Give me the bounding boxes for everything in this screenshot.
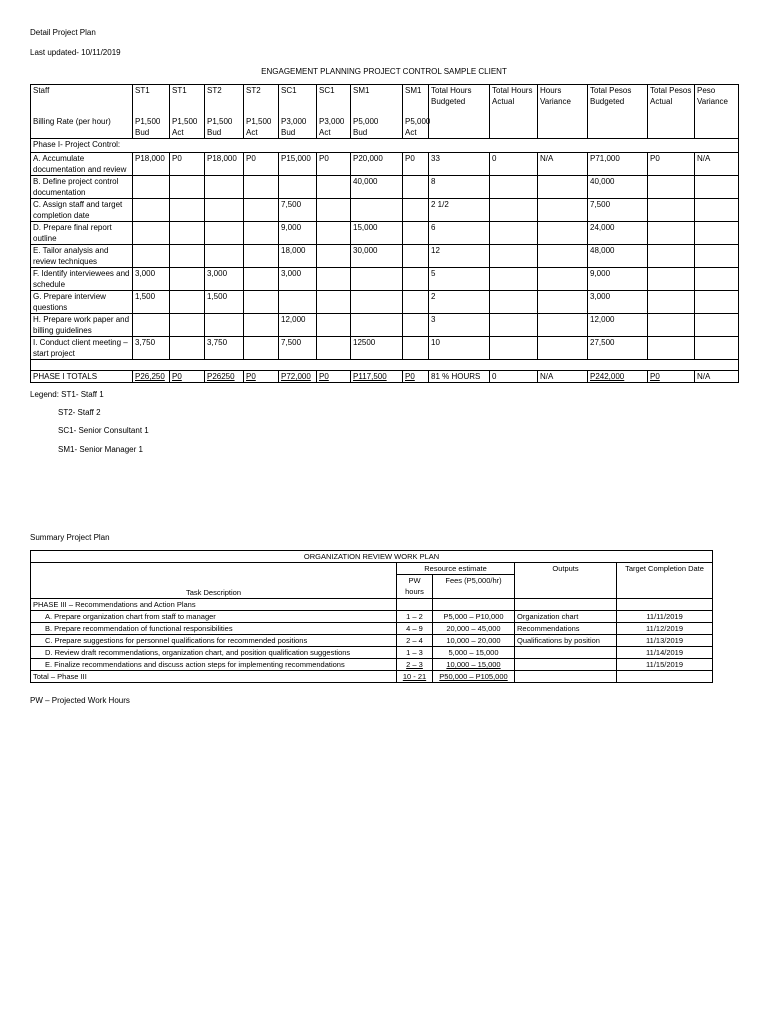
value-cell (170, 245, 205, 268)
value-cell (403, 199, 429, 222)
value-cell (695, 314, 739, 337)
value-cell: 5 (429, 268, 490, 291)
value-cell: 1,500 (205, 291, 244, 314)
legend-st2: ST2- Staff 2 (58, 408, 101, 417)
header-cell: ST2 P1,500 Bud (205, 85, 244, 139)
task-cell: B. Define project control documentation (31, 176, 133, 199)
value-cell (244, 245, 279, 268)
value-cell (170, 222, 205, 245)
task-cell: E. Finalize recommendations and discuss action steps for implementing recommendations (31, 659, 397, 671)
value-cell (317, 199, 351, 222)
totals-cell: P117,500 (351, 371, 403, 383)
value-cell (244, 176, 279, 199)
totals-cell: P0 (244, 371, 279, 383)
value-cell (244, 268, 279, 291)
fees-cell: 10,000 – 15,000 (433, 659, 515, 671)
value-cell (205, 222, 244, 245)
task-cell: A. Accumulate documentation and review (31, 153, 133, 176)
value-cell (244, 337, 279, 360)
value-cell: 3 (429, 314, 490, 337)
header-cell: SM1 P5,000 Act (403, 85, 429, 139)
value-cell: P0 (403, 153, 429, 176)
value-cell: 7,500 (279, 199, 317, 222)
value-cell: 1,500 (133, 291, 170, 314)
work-plan-title: ORGANIZATION REVIEW WORK PLAN (31, 551, 713, 563)
value-cell (538, 268, 588, 291)
output-cell: Qualifications by position (515, 635, 617, 647)
table-row (31, 153, 739, 176)
task-cell: E. Tailor analysis and review techniques (31, 245, 133, 268)
value-cell: 6 (429, 222, 490, 245)
value-cell: 12 (429, 245, 490, 268)
value-cell (133, 222, 170, 245)
header-cell: ST1 P1,500 Bud (133, 85, 170, 139)
value-cell (170, 337, 205, 360)
fees-cell: 5,000 – 15,000 (433, 647, 515, 659)
header-cell: Total Hours Actual (490, 85, 538, 139)
table-row (31, 635, 713, 647)
header-row (31, 85, 739, 139)
totals-cell: 0 (490, 371, 538, 383)
pw-cell: 1 – 3 (397, 647, 433, 659)
fees-header: Fees (P5,000/hr) (433, 575, 515, 599)
value-cell: 27,500 (588, 337, 648, 360)
value-cell: P18,000 (133, 153, 170, 176)
totals-cell: N/A (538, 371, 588, 383)
task-cell: I. Conduct client meeting – start project (31, 337, 133, 360)
value-cell (648, 199, 695, 222)
value-cell (490, 291, 538, 314)
header-cell: SC1 P3,000 Act (317, 85, 351, 139)
table-row (31, 659, 713, 671)
value-cell (317, 337, 351, 360)
task-cell: D. Review draft recommendations, organization chart, and position qualification suggestions (31, 647, 397, 659)
value-cell (133, 176, 170, 199)
header-cell: SM1 P5,000 Bud (351, 85, 403, 139)
value-cell (695, 222, 739, 245)
value-cell (317, 222, 351, 245)
totals-cell: P0 (170, 371, 205, 383)
value-cell (205, 245, 244, 268)
value-cell (648, 222, 695, 245)
output-cell: Organization chart (515, 611, 617, 623)
date-cell: 11/13/2019 (617, 635, 713, 647)
value-cell (403, 176, 429, 199)
totals-row (31, 371, 739, 383)
value-cell (317, 268, 351, 291)
table-row (31, 291, 739, 314)
spacer-row (31, 360, 739, 371)
header-cell: Total Pesos Budgeted (588, 85, 648, 139)
target-date-header: Target Completion Date (617, 563, 713, 599)
total-phase-iii-label: Total – Phase III (31, 671, 397, 683)
billing-rate-cell: P1,500 Bud (207, 117, 233, 137)
value-cell (244, 314, 279, 337)
task-cell: C. Prepare suggestions for personnel qualifications for recommended positions (31, 635, 397, 647)
totals-cell: P0 (403, 371, 429, 383)
value-cell (648, 314, 695, 337)
value-cell (648, 245, 695, 268)
value-cell (317, 176, 351, 199)
pw-note: PW – Projected Work Hours (30, 696, 130, 705)
value-cell: 30,000 (351, 245, 403, 268)
value-cell: 10 (429, 337, 490, 360)
outputs-header: Outputs (515, 563, 617, 599)
billing-rate-cell: P5,000 Bud (353, 117, 379, 137)
value-cell (351, 199, 403, 222)
value-cell (538, 199, 588, 222)
value-cell: 48,000 (588, 245, 648, 268)
totals-cell: P26250 (205, 371, 244, 383)
value-cell (538, 314, 588, 337)
table-row (31, 623, 713, 635)
legend-st1: Legend: ST1- Staff 1 (30, 390, 104, 399)
value-cell: P0 (317, 153, 351, 176)
value-cell: 3,750 (205, 337, 244, 360)
header-cell: ST1 P1,500 Act (170, 85, 205, 139)
task-cell: D. Prepare final report outline (31, 222, 133, 245)
value-cell (695, 176, 739, 199)
last-updated: Last updated- 10/11/2019 (30, 48, 121, 57)
total-fees: P50,000 – P105,000 (433, 671, 515, 683)
value-cell (695, 245, 739, 268)
value-cell (648, 291, 695, 314)
table-row (31, 176, 739, 199)
summary-label: Summary Project Plan (30, 533, 110, 542)
value-cell (538, 337, 588, 360)
value-cell (244, 222, 279, 245)
header-cell: SC1 P3,000 Bud (279, 85, 317, 139)
output-cell (515, 647, 617, 659)
total-pw: 10 - 21 (397, 671, 433, 683)
work-plan-table (30, 550, 713, 683)
totals-cell: 81 % HOURS (429, 371, 490, 383)
value-cell (403, 268, 429, 291)
value-cell (490, 337, 538, 360)
value-cell: P0 (244, 153, 279, 176)
value-cell (133, 199, 170, 222)
value-cell (351, 314, 403, 337)
value-cell: 24,000 (588, 222, 648, 245)
resource-estimate-header: Resource estimate (397, 563, 515, 575)
billing-rate-cell: P1,500 Act (172, 117, 198, 137)
value-cell: P15,000 (279, 153, 317, 176)
table-row (31, 222, 739, 245)
value-cell: 33 (429, 153, 490, 176)
value-cell (170, 291, 205, 314)
value-cell (170, 176, 205, 199)
value-cell (170, 199, 205, 222)
value-cell (351, 268, 403, 291)
table-row (31, 245, 739, 268)
table-row (31, 314, 739, 337)
value-cell (648, 268, 695, 291)
totals-cell: P0 (648, 371, 695, 383)
value-cell (538, 245, 588, 268)
pw-cell: 2 – 4 (397, 635, 433, 647)
fees-cell: 20,000 – 45,000 (433, 623, 515, 635)
phase-iii-label: PHASE III – Recommendations and Action Plans (31, 599, 397, 611)
fees-cell: 10,000 – 20,000 (433, 635, 515, 647)
value-cell (490, 176, 538, 199)
value-cell: 15,000 (351, 222, 403, 245)
value-cell: 2 (429, 291, 490, 314)
header-cell: Total Pesos Actual (648, 85, 695, 139)
value-cell: P0 (648, 153, 695, 176)
date-cell: 11/14/2019 (617, 647, 713, 659)
value-cell (205, 199, 244, 222)
value-cell: P20,000 (351, 153, 403, 176)
table-row (31, 647, 713, 659)
value-cell (244, 291, 279, 314)
value-cell: 9,000 (588, 268, 648, 291)
value-cell (648, 337, 695, 360)
value-cell (317, 245, 351, 268)
value-cell: 3,000 (133, 268, 170, 291)
totals-cell: P0 (317, 371, 351, 383)
header-cell: Total Hours Budgeted (429, 85, 490, 139)
value-cell (244, 199, 279, 222)
billing-rate-cell: P1,500 Bud (135, 117, 161, 137)
task-cell: G. Prepare interview questions (31, 291, 133, 314)
value-cell (538, 222, 588, 245)
value-cell: 3,000 (205, 268, 244, 291)
output-cell (515, 659, 617, 671)
value-cell (695, 337, 739, 360)
billing-rate-cell: P1,500 Act (246, 117, 272, 137)
pw-cell: 1 – 2 (397, 611, 433, 623)
value-cell (403, 222, 429, 245)
totals-cell: N/A (695, 371, 739, 383)
value-cell: 12500 (351, 337, 403, 360)
value-cell: 3,000 (279, 268, 317, 291)
legend-sm1: SM1- Senior Manager 1 (58, 445, 143, 454)
pw-cell: 2 – 3 (397, 659, 433, 671)
value-cell: 40,000 (351, 176, 403, 199)
pw-cell: 4 – 9 (397, 623, 433, 635)
document-title: Detail Project Plan (30, 28, 96, 37)
value-cell (170, 268, 205, 291)
project-control-table (30, 84, 739, 383)
value-cell (205, 176, 244, 199)
value-cell (648, 176, 695, 199)
value-cell (695, 291, 739, 314)
phase-row (31, 139, 739, 153)
value-cell: 9,000 (279, 222, 317, 245)
value-cell (695, 199, 739, 222)
value-cell (490, 268, 538, 291)
pw-hours-header: PW hours (397, 575, 433, 599)
value-cell: 3,750 (133, 337, 170, 360)
table-row (31, 611, 713, 623)
value-cell: N/A (538, 153, 588, 176)
value-cell (133, 245, 170, 268)
value-cell (490, 314, 538, 337)
value-cell: 8 (429, 176, 490, 199)
output-cell: Recommendations (515, 623, 617, 635)
value-cell (317, 314, 351, 337)
task-cell: F. Identify interviewees and schedule (31, 268, 133, 291)
billing-rate-cell: P3,000 Bud (281, 117, 307, 137)
totals-cell: P242,000 (588, 371, 648, 383)
value-cell: 12,000 (279, 314, 317, 337)
task-cell: A. Prepare organization chart from staff to manager (31, 611, 397, 623)
header-cell: Staff Billing Rate (per hour) (31, 85, 133, 139)
totals-cell: P72,000 (279, 371, 317, 383)
value-cell (317, 291, 351, 314)
value-cell (490, 245, 538, 268)
value-cell: 2 1/2 (429, 199, 490, 222)
value-cell (133, 314, 170, 337)
value-cell: 12,000 (588, 314, 648, 337)
task-cell: B. Prepare recommendation of functional responsibilities (31, 623, 397, 635)
fees-cell: P5,000 – P10,000 (433, 611, 515, 623)
value-cell (538, 291, 588, 314)
task-description-header: Task Description (31, 563, 397, 599)
value-cell: N/A (695, 153, 739, 176)
value-cell: 7,500 (279, 337, 317, 360)
value-cell: 0 (490, 153, 538, 176)
value-cell (403, 337, 429, 360)
value-cell (205, 314, 244, 337)
value-cell (538, 176, 588, 199)
totals-label: PHASE I TOTALS (31, 371, 133, 383)
value-cell (351, 291, 403, 314)
billing-rate-cell: P3,000 Act (319, 117, 345, 137)
value-cell (695, 268, 739, 291)
task-cell: H. Prepare work paper and billing guidelines (31, 314, 133, 337)
table-row (31, 199, 739, 222)
header-cell: ST2 P1,500 Act (244, 85, 279, 139)
value-cell (403, 314, 429, 337)
billing-rate-label: Billing Rate (per hour) (33, 117, 111, 126)
value-cell: P18,000 (205, 153, 244, 176)
date-cell: 11/15/2019 (617, 659, 713, 671)
legend-sc1: SC1- Senior Consultant 1 (58, 426, 149, 435)
value-cell (490, 199, 538, 222)
header-cell: Hours Variance (538, 85, 588, 139)
value-cell (279, 291, 317, 314)
value-cell: 40,000 (588, 176, 648, 199)
table-row (31, 337, 739, 360)
task-cell: C. Assign staff and target completion date (31, 199, 133, 222)
billing-rate-cell: P5,000 Act (405, 117, 431, 137)
value-cell: 7,500 (588, 199, 648, 222)
date-cell: 11/12/2019 (617, 623, 713, 635)
table-row (31, 268, 739, 291)
totals-cell: P26,250 (133, 371, 170, 383)
value-cell (403, 245, 429, 268)
table-title: ENGAGEMENT PLANNING PROJECT CONTROL SAMPLE CLIENT (261, 67, 507, 76)
phase-label: Phase I- Project Control: (31, 139, 739, 153)
value-cell (490, 222, 538, 245)
value-cell (170, 314, 205, 337)
value-cell: 18,000 (279, 245, 317, 268)
value-cell: P71,000 (588, 153, 648, 176)
value-cell: P0 (170, 153, 205, 176)
date-cell: 11/11/2019 (617, 611, 713, 623)
header-cell: Peso Variance (695, 85, 739, 139)
value-cell: 3,000 (588, 291, 648, 314)
value-cell (279, 176, 317, 199)
value-cell (403, 291, 429, 314)
